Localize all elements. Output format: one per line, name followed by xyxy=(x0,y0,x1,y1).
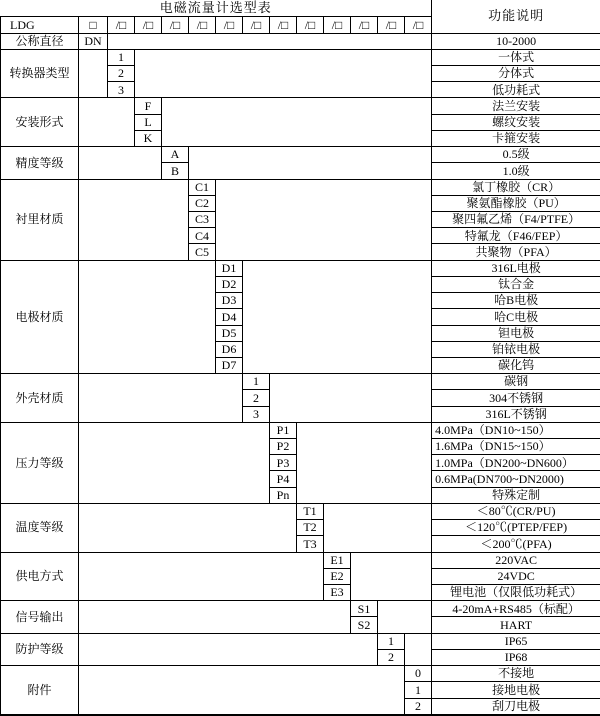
model-slot-box: /□ xyxy=(270,17,297,33)
option-code-cell: 2 xyxy=(243,390,270,406)
option-code-cell: D2 xyxy=(216,276,243,292)
option-description-cell: 不接地 xyxy=(432,666,600,682)
option-code-cell: D3 xyxy=(216,293,243,309)
option-description-cell: 卡箍安装 xyxy=(432,130,600,146)
option-code-cell: 3 xyxy=(108,82,135,98)
option-description-cell: 刮刀电极 xyxy=(432,698,600,715)
option-code-cell: C2 xyxy=(189,195,216,211)
section-label: 信号输出 xyxy=(1,601,79,633)
section-label: 供电方式 xyxy=(1,552,79,601)
option-description-cell: 24VDC xyxy=(432,568,600,584)
option-description-cell: 聚氨酯橡胶（PU） xyxy=(432,195,600,211)
option-description-cell: 分体式 xyxy=(432,66,600,82)
section-label: 压力等级 xyxy=(1,422,79,503)
empty-gap-cell xyxy=(79,98,135,147)
option-description-cell: 铂铱电极 xyxy=(432,341,600,357)
empty-gap-cell xyxy=(79,666,405,715)
option-code-cell: C3 xyxy=(189,211,216,227)
model-slot-box: /□ xyxy=(378,17,405,33)
empty-gap-cell xyxy=(79,503,297,552)
empty-gap-cell xyxy=(79,601,351,633)
empty-gap-cell xyxy=(79,147,162,179)
option-code-cell: C4 xyxy=(189,228,216,244)
option-code-cell: E1 xyxy=(324,552,351,568)
option-code-cell: 3 xyxy=(243,406,270,422)
table-row xyxy=(1,49,600,65)
model-slot-box: /□ xyxy=(324,17,351,33)
option-description-cell: 钛合金 xyxy=(432,276,600,292)
option-description-cell: ＜120℃(PTEP/FEP) xyxy=(432,520,600,536)
empty-gap-cell xyxy=(135,49,432,98)
section-label: 转换器类型 xyxy=(1,49,79,98)
model-base-box: □ xyxy=(79,17,108,33)
model-slot-box: /□ xyxy=(243,17,270,33)
empty-gap-cell xyxy=(79,49,108,98)
option-code-cell: L xyxy=(135,114,162,130)
option-code-cell: C1 xyxy=(189,179,216,195)
empty-gap-cell xyxy=(108,33,432,49)
model-slot-box: /□ xyxy=(108,17,135,33)
option-description-cell: IP65 xyxy=(432,633,600,649)
table-row xyxy=(1,422,600,438)
section-label: 精度等级 xyxy=(1,147,79,179)
option-description-cell: 1.0MPa（DN200~DN600） xyxy=(432,455,600,471)
option-code-cell: S2 xyxy=(351,617,378,633)
option-description-cell: 1.0级 xyxy=(432,163,600,179)
option-description-cell: 特殊定制 xyxy=(432,487,600,503)
option-description-cell: 碳化钨 xyxy=(432,357,600,373)
empty-gap-cell xyxy=(297,422,432,503)
option-description-cell: 304不锈钢 xyxy=(432,390,600,406)
option-code-cell: 1 xyxy=(108,49,135,65)
empty-gap-cell xyxy=(270,374,432,423)
table-row xyxy=(1,147,600,163)
option-code-cell: 1 xyxy=(405,682,432,698)
option-description-cell: 1.6MPa（DN15~150） xyxy=(432,439,600,455)
section-label: 外壳材质 xyxy=(1,374,79,423)
section-label: 防护等级 xyxy=(1,633,79,665)
option-code-cell: 1 xyxy=(243,374,270,390)
option-code-cell: K xyxy=(135,130,162,146)
option-description-cell: IP68 xyxy=(432,649,600,665)
option-description-cell: 碳钢 xyxy=(432,374,600,390)
table-row xyxy=(1,98,600,114)
option-code-cell: 0 xyxy=(405,666,432,682)
option-code-cell: S1 xyxy=(351,601,378,617)
table-row xyxy=(1,666,600,682)
empty-gap-cell xyxy=(378,601,432,633)
table-row xyxy=(1,260,600,276)
option-description-cell: 4.0MPa（DN10~150） xyxy=(432,422,600,438)
empty-gap-cell xyxy=(243,260,432,374)
option-description-cell: 特氟龙（F46/FEP） xyxy=(432,228,600,244)
selection-table-body xyxy=(1,0,600,715)
option-code-cell: B xyxy=(162,163,189,179)
option-code-cell: P2 xyxy=(270,439,297,455)
empty-gap-cell xyxy=(79,422,270,503)
option-code-cell: P4 xyxy=(270,471,297,487)
option-description-cell: 316L电极 xyxy=(432,260,600,276)
empty-gap-cell xyxy=(351,552,432,601)
option-description-cell: 4-20mA+RS485（标配） xyxy=(432,601,600,617)
option-code-cell: P1 xyxy=(270,422,297,438)
option-description-cell: 聚四氟乙烯（F4/PTFE） xyxy=(432,211,600,227)
empty-gap-cell xyxy=(79,374,243,423)
option-description-cell: 10-2000 xyxy=(432,33,600,49)
function-description-header: 功能说明 xyxy=(432,0,600,33)
section-label: 安装形式 xyxy=(1,98,79,147)
option-description-cell: 哈B电极 xyxy=(432,293,600,309)
option-description-cell: 316L不锈钢 xyxy=(432,406,600,422)
option-description-cell: 0.5级 xyxy=(432,147,600,163)
model-slot-box: /□ xyxy=(189,17,216,33)
option-description-cell: 螺纹安装 xyxy=(432,114,600,130)
option-code-cell: A xyxy=(162,147,189,163)
option-description-cell: 220VAC xyxy=(432,552,600,568)
empty-gap-cell xyxy=(79,179,189,260)
option-code-cell: Pn xyxy=(270,487,297,503)
model-slot-box: /□ xyxy=(405,17,432,33)
option-code-cell: F xyxy=(135,98,162,114)
option-description-cell: 低功耗式 xyxy=(432,82,600,98)
option-description-cell: 共聚物（PFA） xyxy=(432,244,600,260)
table-title: 电磁流量计选型表 xyxy=(1,0,432,17)
option-description-cell: 一体式 xyxy=(432,49,600,65)
option-description-cell: 锂电池（仅限低功耗式） xyxy=(432,585,600,601)
option-description-cell: ＜200℃(PFA) xyxy=(432,536,600,552)
option-description-cell: ＜80℃(CR/PU) xyxy=(432,503,600,519)
table-row xyxy=(1,601,600,617)
option-description-cell: HART xyxy=(432,617,600,633)
table-row xyxy=(1,633,600,649)
option-code-cell: T1 xyxy=(297,503,324,519)
section-label: 公称直径 xyxy=(1,33,79,49)
option-code-cell: D7 xyxy=(216,357,243,373)
option-code-cell: D6 xyxy=(216,341,243,357)
empty-gap-cell xyxy=(324,503,432,552)
section-label: 电极材质 xyxy=(1,260,79,374)
option-code-cell: D4 xyxy=(216,309,243,325)
option-code-cell: D1 xyxy=(216,260,243,276)
model-slot-box: /□ xyxy=(351,17,378,33)
model-prefix-cell: LDG xyxy=(1,17,79,33)
empty-gap-cell xyxy=(79,633,378,665)
option-description-cell: 哈C电极 xyxy=(432,309,600,325)
table-row xyxy=(1,179,600,195)
empty-gap-cell xyxy=(79,552,324,601)
option-description-cell: 氯丁橡胶（CR） xyxy=(432,179,600,195)
option-code-cell: 2 xyxy=(378,649,405,665)
option-description-cell: 钽电极 xyxy=(432,325,600,341)
empty-gap-cell xyxy=(216,179,432,260)
option-code-cell: C5 xyxy=(189,244,216,260)
empty-gap-cell xyxy=(79,260,216,374)
option-code-cell: T2 xyxy=(297,520,324,536)
option-code-cell: DN xyxy=(79,33,108,49)
empty-gap-cell xyxy=(189,147,432,179)
option-code-cell: E2 xyxy=(324,568,351,584)
table-row xyxy=(1,33,600,49)
option-description-cell: 0.6MPa(DN700~DN2000) xyxy=(432,471,600,487)
empty-gap-cell xyxy=(162,98,432,147)
option-description-cell: 法兰安装 xyxy=(432,98,600,114)
model-slot-box: /□ xyxy=(135,17,162,33)
section-label: 温度等级 xyxy=(1,503,79,552)
table-row xyxy=(1,552,600,568)
empty-gap-cell xyxy=(405,633,432,665)
option-code-cell: T3 xyxy=(297,536,324,552)
model-slot-box: /□ xyxy=(216,17,243,33)
option-code-cell: 2 xyxy=(405,698,432,715)
section-label: 衬里材质 xyxy=(1,179,79,260)
model-slot-box: /□ xyxy=(162,17,189,33)
section-label: 附件 xyxy=(1,666,79,715)
option-code-cell: 1 xyxy=(378,633,405,649)
table-row xyxy=(1,0,600,17)
option-code-cell: P3 xyxy=(270,455,297,471)
option-code-cell: E3 xyxy=(324,585,351,601)
model-slot-box: /□ xyxy=(297,17,324,33)
table-row xyxy=(1,374,600,390)
table-row xyxy=(1,503,600,519)
option-code-cell: D5 xyxy=(216,325,243,341)
option-code-cell: 2 xyxy=(108,66,135,82)
option-description-cell: 接地电极 xyxy=(432,682,600,698)
